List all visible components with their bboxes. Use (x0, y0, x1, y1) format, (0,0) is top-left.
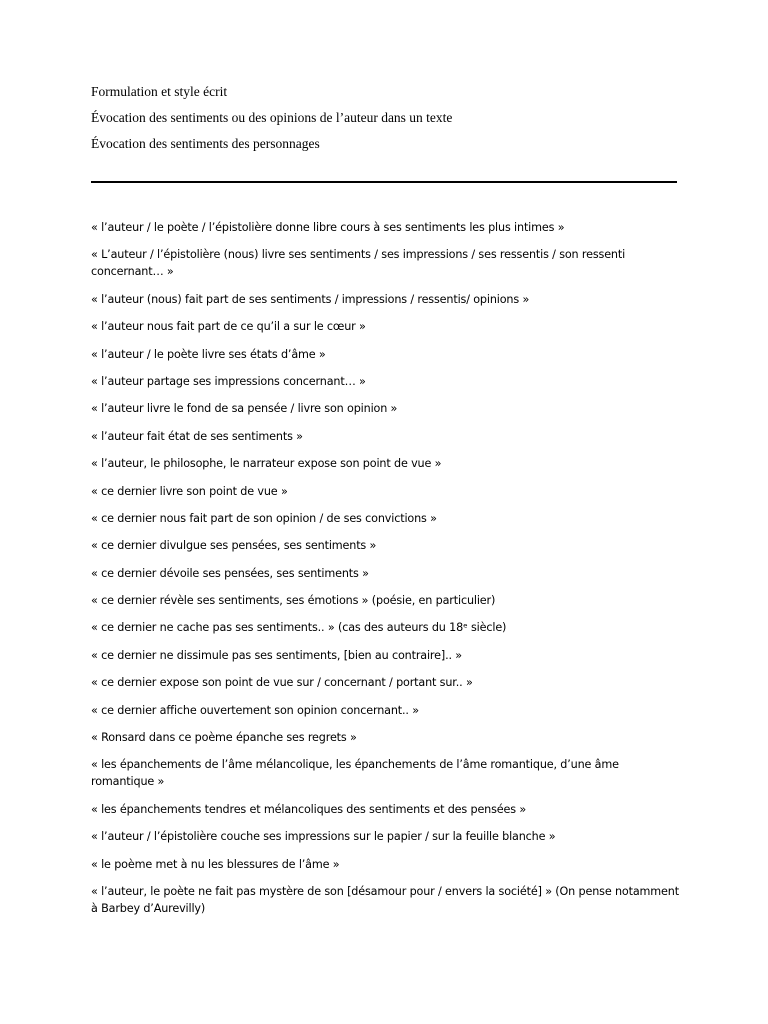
phrase-item: « l’auteur fait état de ses sentiments » (91, 429, 303, 443)
horizontal-divider (91, 181, 677, 183)
phrase-item: « l’auteur (nous) fait part de ses sentiments / impressions / ressentis/ opinions » (91, 292, 530, 306)
phrase-item: « le poème met à nu les blessures de l’âme » (91, 857, 340, 871)
section-subtitle-characters: Évocation des sentiments des personnages (91, 136, 320, 151)
phrase-item: « l’auteur / l’épistolière couche ses impressions sur le papier / sur la feuille blanche » (91, 830, 556, 844)
phrase-item: « ce dernier livre son point de vue » (91, 484, 288, 498)
phrase-item: « l’auteur nous fait part de ce qu’il a sur le cœur » (91, 320, 366, 334)
phrase-item: « ce dernier nous fait part de son opinion / de ses convictions » (91, 511, 437, 525)
phrase-item: « ce dernier dévoile ses pensées, ses sentiments » (91, 566, 369, 580)
phrase-item: « l’auteur partage ses impressions concernant… » (91, 374, 366, 388)
section-title: Formulation et style écrit (91, 84, 228, 99)
phrase-item: « l’auteur / le poète livre ses états d’âme » (91, 347, 326, 361)
phrase-item: « ce dernier expose son point de vue sur / concernant / portant sur.. » (91, 676, 473, 690)
document-header (91, 84, 691, 162)
phrase-item: « Ronsard dans ce poème épanche ses regrets » (91, 731, 357, 745)
phrase-item: « l’auteur, le poète ne fait pas mystère de son [désamour pour / envers la société] » (On pense notamment à Barbey d’Aurevilly) (91, 884, 679, 915)
phrase-item: « l’auteur, le philosophe, le narrateur expose son point de vue » (91, 457, 442, 471)
phrase-item: « ce dernier affiche ouvertement son opinion concernant.. » (91, 703, 419, 717)
phrase-item: « ce dernier divulgue ses pensées, ses sentiments » (91, 539, 377, 553)
phrase-item: « L’auteur / l’épistolière (nous) livre ses sentiments / ses impressions / ses ressentis / son ressenti concernant… » (91, 248, 626, 279)
phrase-item: « ce dernier révèle ses sentiments, ses émotions » (poésie, en particulier) (91, 594, 496, 608)
phrase-item: « ce dernier ne cache pas ses sentiments.. » (cas des auteurs du 18ᵉ siècle) (91, 621, 507, 635)
phrase-item: « les épanchements tendres et mélancoliques des sentiments et des pensées » (91, 802, 527, 816)
phrase-item: « l’auteur / le poète / l’épistolière donne libre cours à ses sentiments les plus intimes » (91, 221, 565, 234)
phrase-item: « l’auteur livre le fond de sa pensée / livre son opinion » (91, 402, 398, 416)
section-subtitle-author: Évocation des sentiments ou des opinions de l’auteur dans un texte (91, 110, 453, 125)
phrase-item: « ce dernier ne dissimule pas ses sentiments, [bien au contraire].. » (91, 648, 462, 662)
phrase-list (91, 219, 681, 927)
phrase-item: « les épanchements de l’âme mélancolique, les épanchements de l’âme romantique, d’une âme romantique » (91, 758, 619, 789)
